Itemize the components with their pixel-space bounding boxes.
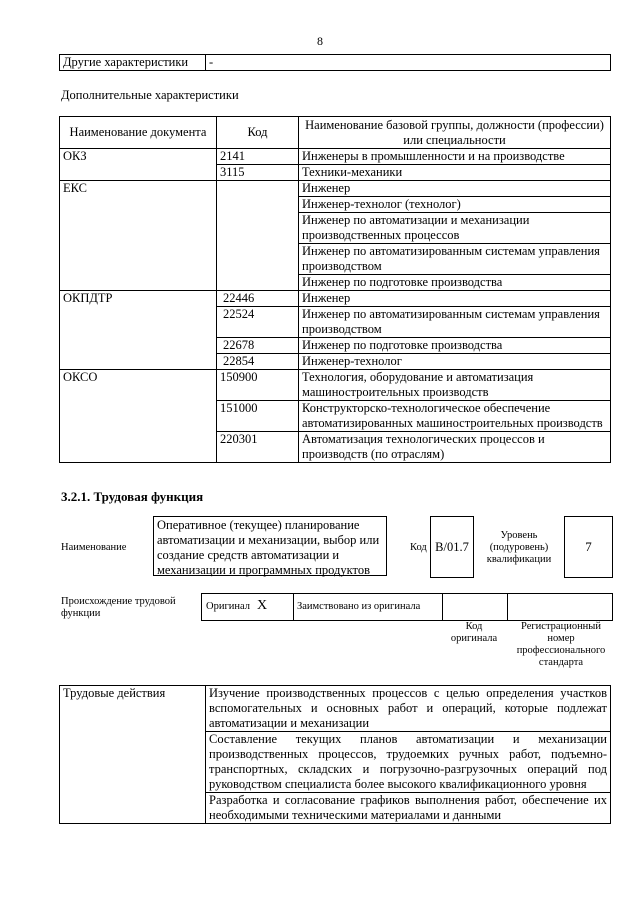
function-name-box: Оперативное (текущее) планирование автоматизации и механизации, выбор или создание средств автоматизации и механизации и программных продуктов xyxy=(153,516,387,576)
origin-box xyxy=(201,593,613,621)
name-cell: Техники-механики xyxy=(299,165,611,181)
labor-action-item: Разработка и согласование графиков выполнения работ, обеспечение их необходимыми техническими материалами и данными xyxy=(206,793,611,824)
divider xyxy=(293,594,294,620)
name-cell: Инженер по автоматизации и механизации производственных процессов xyxy=(299,213,611,244)
name-cell: Инженеры в промышленности и на производстве xyxy=(299,149,611,165)
labor-action-item: Составление текущих планов автоматизации и механизации производственных процессов, трудоемких ручных работ, подъемно-транспортных, складских и погрузочно-разгрузочных операций под руководством специалиста более высокого квалификационного уровня xyxy=(206,732,611,793)
page-number: 8 xyxy=(317,34,323,48)
other-characteristics-table xyxy=(59,54,611,71)
table-row xyxy=(60,370,611,401)
doc-eks: ЕКС xyxy=(60,181,217,291)
additional-title: Дополнительные характеристики xyxy=(61,88,239,102)
table-row xyxy=(60,181,611,197)
additional-characteristics-table xyxy=(59,116,611,463)
code-cell: 220301 xyxy=(217,432,299,463)
table-row xyxy=(60,686,611,732)
name-cell: Инженер по подготовке производства xyxy=(299,275,611,291)
header-name: Наименование базовой группы, должности (профессии) или специальности xyxy=(299,117,611,149)
doc-okz: ОКЗ xyxy=(60,149,217,181)
name-cell: Инженер-технолог (технолог) xyxy=(299,197,611,213)
name-cell: Инженер xyxy=(299,181,611,197)
level-label: Уровень (подуровень) квалификации xyxy=(486,530,552,565)
table-row xyxy=(60,291,611,307)
divider xyxy=(507,594,508,620)
code-original-caption: Код оригинала xyxy=(450,621,498,644)
reg-number-caption: Регистрационный номер профессионального стандарта xyxy=(516,621,606,668)
origin-label: Происхождение трудовой функции xyxy=(61,596,176,619)
name-cell: Инженер xyxy=(299,291,611,307)
labor-action-item: Изучение производственных процессов с целью определения участков вспомогательных и основных работ и операций, которые подлежат автоматизации и механизации xyxy=(206,686,611,732)
original-label: Оригинал xyxy=(206,601,250,612)
other-characteristics-label: Другие характеристики xyxy=(60,55,206,71)
original-mark: X xyxy=(257,598,268,613)
doc-okpdtr: ОКПДТР xyxy=(60,291,217,370)
labor-actions-label: Трудовые действия xyxy=(60,686,206,824)
code-cell: 22446 xyxy=(217,291,299,307)
doc-okso: ОКСО xyxy=(60,370,217,463)
code-cell: 151000 xyxy=(217,401,299,432)
name-label: Наименование xyxy=(61,542,127,553)
code-cell: 3115 xyxy=(217,165,299,181)
divider xyxy=(442,594,443,620)
name-cell: Конструкторско-технологическое обеспечение автоматизированных машиностроительных производств xyxy=(299,401,611,432)
other-characteristics-value: - xyxy=(206,55,611,71)
header-code: Код xyxy=(217,117,299,149)
name-cell: Автоматизация технологических процессов и производств (по отраслям) xyxy=(299,432,611,463)
labor-actions-table xyxy=(59,685,611,824)
table-header-row xyxy=(60,117,611,149)
code-cell: 22524 xyxy=(217,307,299,338)
table-row xyxy=(60,149,611,165)
borrowed-label: Заимствовано из оригинала xyxy=(297,601,421,612)
function-heading: 3.2.1. Трудовая функция xyxy=(61,489,204,504)
function-code-box: B/01.7 xyxy=(430,516,474,578)
code-cell: 22854 xyxy=(217,354,299,370)
name-cell: Инженер по автоматизированным системам управления производством xyxy=(299,244,611,275)
code-cell: 2141 xyxy=(217,149,299,165)
name-cell: Инженер по автоматизированным системам управления производством xyxy=(299,307,611,338)
code-cell: 22678 xyxy=(217,338,299,354)
name-cell: Инженер по подготовке производства xyxy=(299,338,611,354)
code-label: Код xyxy=(410,542,427,553)
header-document: Наименование документа xyxy=(60,117,217,149)
name-cell: Технология, оборудование и автоматизация машиностроительных производств xyxy=(299,370,611,401)
level-value-box: 7 xyxy=(564,516,613,578)
name-cell: Инженер-технолог xyxy=(299,354,611,370)
code-cell: 150900 xyxy=(217,370,299,401)
code-cell-empty xyxy=(217,181,299,291)
